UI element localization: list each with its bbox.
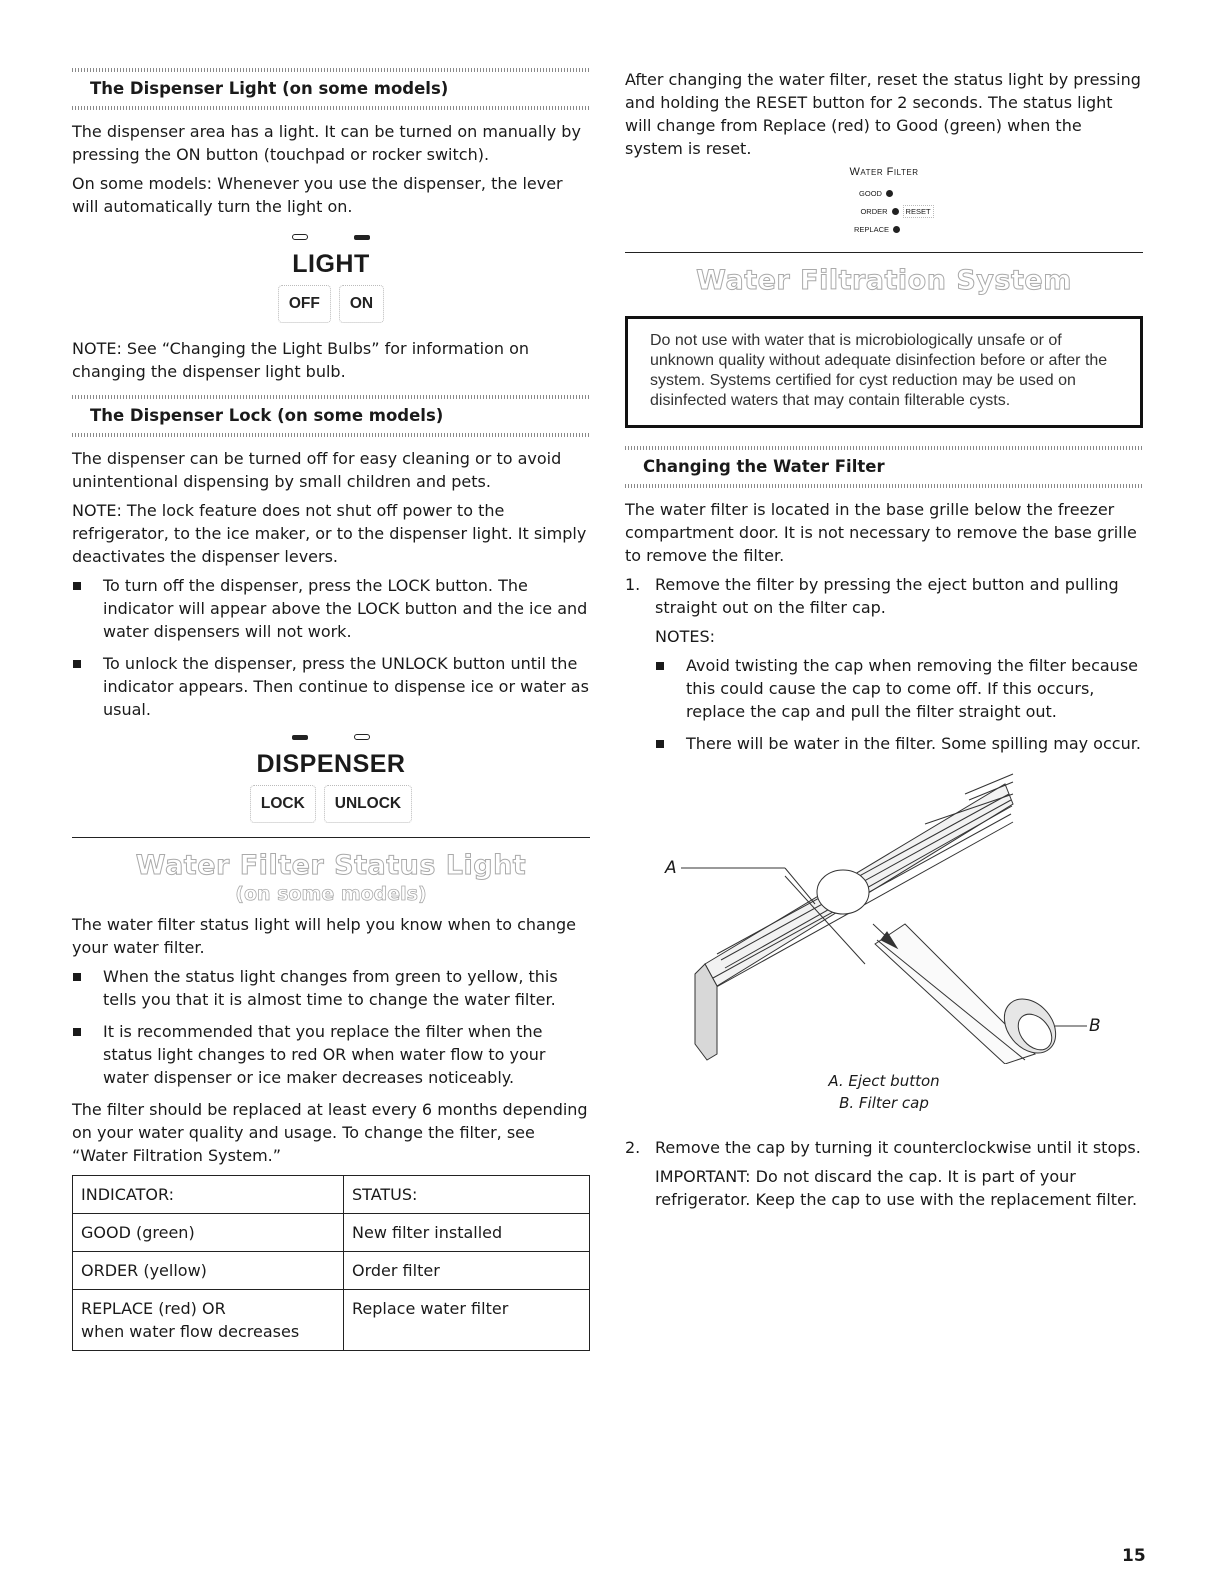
good-light-icon bbox=[886, 190, 893, 197]
off-indicator-icon bbox=[292, 234, 308, 240]
warning-box bbox=[625, 316, 1143, 428]
filtration-system-title: Water Filtration System bbox=[696, 265, 1072, 296]
on-indicator-icon bbox=[354, 235, 370, 240]
light-panel-title: LIGHT bbox=[292, 250, 370, 278]
light-off-button[interactable]: OFF bbox=[278, 285, 331, 323]
good-label: GOOD bbox=[859, 188, 882, 198]
notes-label: NOTES: bbox=[655, 627, 715, 646]
dotted-rule bbox=[72, 395, 590, 399]
dotted-rule bbox=[72, 433, 590, 437]
unlock-button[interactable]: UNLOCK bbox=[324, 785, 412, 823]
table-cell: Replace water filter bbox=[344, 1290, 590, 1351]
reset-button[interactable]: RESET bbox=[903, 205, 934, 218]
dispenser-light-heading: The Dispenser Light (on some models) bbox=[90, 79, 449, 98]
list-item bbox=[625, 573, 1143, 755]
section-divider bbox=[72, 837, 590, 838]
step-number: 1. bbox=[625, 575, 641, 594]
status-light-subtitle: (on some models) bbox=[235, 883, 427, 905]
lock-bullet-list bbox=[72, 574, 590, 721]
list-item: Avoid twisting the cap when removing the filter because this could cause the cap to come off. If this occurs, replace the cap and pull the filter straight out. bbox=[655, 654, 1143, 723]
dotted-rule bbox=[72, 68, 590, 72]
step-number: 2. bbox=[625, 1138, 641, 1157]
water-filter-panel-title: Water Filter bbox=[849, 166, 919, 178]
steps-list bbox=[625, 1136, 1143, 1211]
unlock-indicator-icon bbox=[354, 734, 370, 740]
table-header-cell: INDICATOR: bbox=[73, 1176, 344, 1214]
steps-list bbox=[625, 573, 1143, 755]
table-header-cell: STATUS: bbox=[344, 1176, 590, 1214]
water-filter-panel bbox=[625, 166, 1143, 238]
right-column bbox=[625, 68, 1143, 1217]
lock-indicator-icon bbox=[292, 735, 308, 740]
table-row bbox=[73, 1290, 590, 1351]
table-row bbox=[73, 1252, 590, 1290]
changing-filter-heading: Changing the Water Filter bbox=[643, 457, 885, 476]
light-on-button[interactable]: ON bbox=[339, 285, 384, 323]
table-header-row bbox=[73, 1176, 590, 1214]
table-cell: ORDER (yellow) bbox=[73, 1252, 344, 1290]
filter-removal-figure bbox=[625, 764, 1143, 1064]
dispenser-panel-title: DISPENSER bbox=[256, 750, 406, 778]
table-cell: Order filter bbox=[344, 1252, 590, 1290]
order-label: ORDER bbox=[860, 206, 888, 216]
figure-label-b: B bbox=[1089, 1016, 1101, 1036]
dotted-rule bbox=[625, 484, 1143, 488]
section-divider bbox=[625, 252, 1143, 253]
status-table bbox=[72, 1175, 590, 1351]
caption-eject-button: A. Eject button bbox=[828, 1072, 940, 1090]
light-control-panel bbox=[72, 230, 590, 323]
list-item: To turn off the dispenser, press the LOCK button. The indicator will appear above the LOCK button and the ice and water dispensers will not work. bbox=[72, 574, 590, 643]
list-item bbox=[625, 1136, 1143, 1211]
table-row bbox=[73, 1214, 590, 1252]
warning-text: Do not use with water that is microbiologically unsafe or of unknown quality without adequate disinfection before or after the system. Systems certified for cyst reduction may be used on disinfected waters that may contain filterable cysts. bbox=[650, 332, 1108, 409]
page-number: 15 bbox=[1122, 1546, 1146, 1566]
lock-button[interactable]: LOCK bbox=[250, 785, 316, 823]
important-note: IMPORTANT: Do not discard the cap. It is part of your refrigerator. Keep the cap to use with the replacement filter. bbox=[655, 1167, 1138, 1209]
changing-filter-paragraph: The water filter is located in the base grille below the freezer compartment door. It is not necessary to remove the base grille to remove the filter. bbox=[625, 500, 1137, 565]
order-light-icon bbox=[892, 208, 899, 215]
light-paragraph-2: On some models: Whenever you use the dispenser, the lever will automatically turn the light on. bbox=[72, 174, 563, 216]
status-paragraph-2: The filter should be replaced at least every 6 months depending on your water quality and usage. To change the filter, see “Water Filtration System.” bbox=[72, 1100, 588, 1165]
dispenser-control-panel bbox=[72, 730, 590, 823]
dotted-rule bbox=[72, 106, 590, 110]
table-cell: GOOD (green) bbox=[73, 1214, 344, 1252]
light-note: NOTE: See “Changing the Light Bulbs” for information on changing the dispenser light bulb. bbox=[72, 339, 530, 381]
lock-paragraph-1: The dispenser can be turned off for easy cleaning or to avoid unintentional dispensing by small children and pets. bbox=[72, 449, 562, 491]
light-paragraph-1: The dispenser area has a light. It can be turned on manually by pressing the ON button (touchpad or rocker switch). bbox=[72, 122, 581, 164]
step-text: Remove the filter by pressing the eject button and pulling straight out on the filter cap. bbox=[655, 575, 1119, 617]
status-bullet-list bbox=[72, 965, 590, 1089]
reset-paragraph: After changing the water filter, reset the status light by pressing and holding the RESET button for 2 seconds. The status light will change from Replace (red) to Good (green) when the system is reset. bbox=[625, 70, 1141, 158]
list-item: To unlock the dispenser, press the UNLOCK button until the indicator appears. Then continue to dispense ice or water as usual. bbox=[72, 652, 590, 721]
status-paragraph-1: The water filter status light will help you know when to change your water filter. bbox=[72, 915, 576, 957]
list-item: When the status light changes from green to yellow, this tells you that it is almost time to change the water filter. bbox=[72, 965, 590, 1011]
replace-light-icon bbox=[893, 226, 900, 233]
step-text: Remove the cap by turning it counterclockwise until it stops. bbox=[655, 1138, 1141, 1157]
notes-list bbox=[655, 654, 1143, 755]
list-item: It is recommended that you replace the filter when the status light changes to red OR when water flow to your water dispenser or ice maker decreases noticeably. bbox=[72, 1020, 590, 1089]
caption-filter-cap: B. Filter cap bbox=[839, 1094, 929, 1112]
left-column bbox=[72, 68, 590, 1351]
replace-label: REPLACE bbox=[853, 224, 889, 234]
filter-illustration bbox=[625, 764, 1143, 1064]
dispenser-lock-heading: The Dispenser Lock (on some models) bbox=[90, 406, 444, 425]
table-cell: New filter installed bbox=[344, 1214, 590, 1252]
lock-note: NOTE: The lock feature does not shut off power to the refrigerator, to the ice maker, or to the dispenser light. It simply deactivates the dispenser levers. bbox=[72, 501, 587, 566]
list-item: There will be water in the filter. Some spilling may occur. bbox=[655, 732, 1143, 755]
status-light-title: Water Filter Status Light bbox=[135, 850, 527, 881]
figure-label-a: A bbox=[665, 858, 677, 878]
table-cell: REPLACE (red) OR when water flow decreases bbox=[73, 1290, 344, 1351]
dotted-rule bbox=[625, 446, 1143, 450]
